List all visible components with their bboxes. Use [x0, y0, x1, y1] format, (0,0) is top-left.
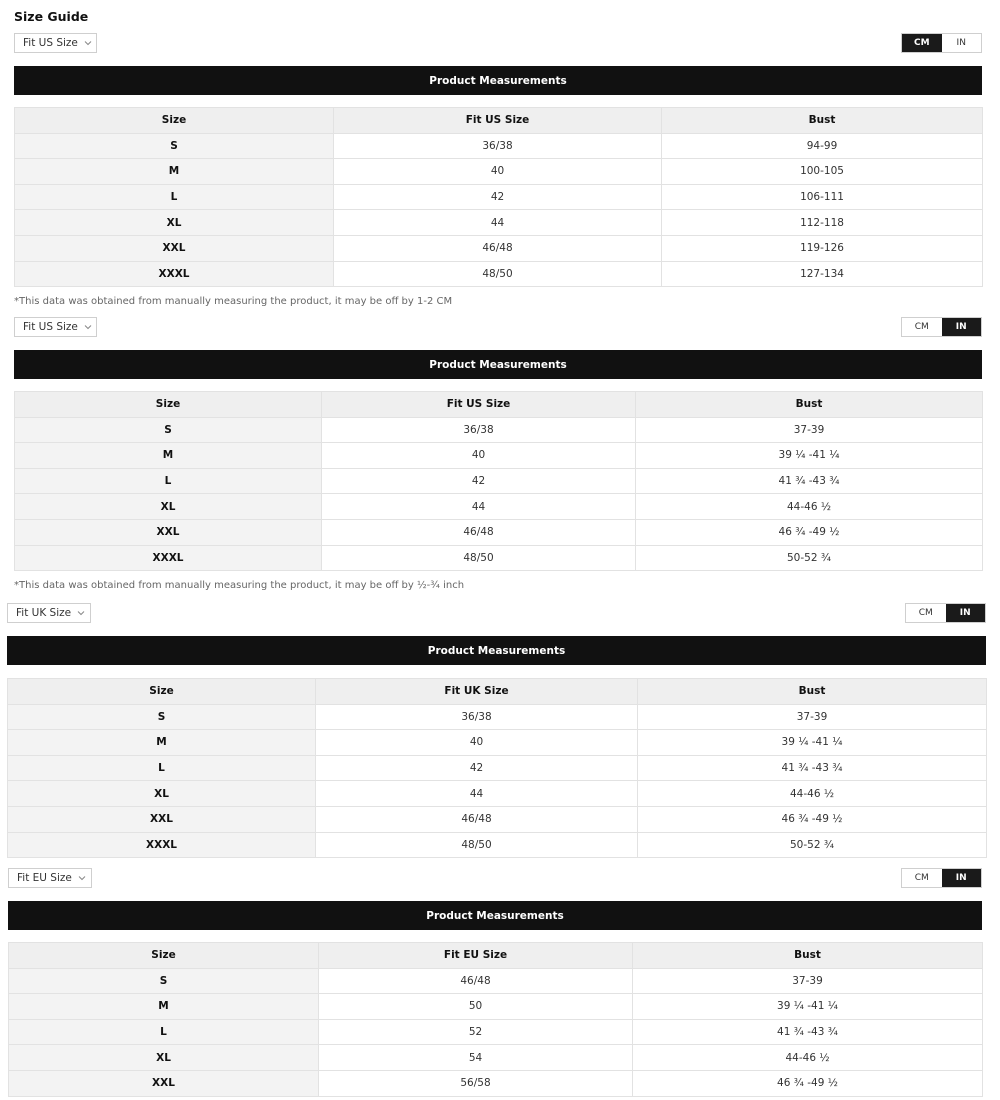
- fit-size-cell: 42: [334, 184, 662, 210]
- table-row: [15, 417, 983, 443]
- unit-cm-button[interactable]: CM: [914, 873, 929, 883]
- bust-cell: 37-39: [636, 417, 983, 443]
- table-row: [8, 730, 987, 756]
- table-row: [8, 704, 987, 730]
- size-cell: XXXL: [8, 832, 316, 858]
- fit-size-cell: 46/48: [316, 806, 638, 832]
- size-cell: XXXL: [15, 261, 334, 287]
- table-row: [15, 235, 983, 261]
- chevron-down-icon: [76, 608, 86, 618]
- table-row: [15, 159, 983, 185]
- product-measurements-bar: Product Measurements: [14, 66, 982, 95]
- size-cell: XXL: [15, 235, 334, 261]
- bust-cell: 37-39: [633, 968, 983, 994]
- fit-size-cell: 46/48: [322, 519, 636, 545]
- fit-size-cell: 46/48: [319, 968, 633, 994]
- table-row: [15, 468, 983, 494]
- size-cell: XL: [15, 210, 334, 236]
- bust-cell: 39 ¼ -41 ¼: [633, 994, 983, 1020]
- column-header-fit-size: Fit US Size: [322, 392, 636, 418]
- size-table: [8, 942, 983, 1097]
- bust-cell: 50-52 ¾: [636, 545, 983, 571]
- bust-cell: 94-99: [662, 133, 983, 159]
- unit-toggle: [901, 33, 982, 53]
- size-cell: M: [9, 994, 319, 1020]
- fit-size-cell: 40: [322, 443, 636, 469]
- bust-cell: 112-118: [662, 210, 983, 236]
- column-header-bust: Bust: [636, 392, 983, 418]
- fit-size-cell: 48/50: [316, 832, 638, 858]
- column-header-bust: Bust: [662, 108, 983, 134]
- column-header-size: Size: [8, 679, 316, 705]
- unit-toggle: [901, 317, 982, 337]
- bust-cell: 44-46 ½: [638, 781, 987, 807]
- unit-in-button[interactable]: IN: [942, 318, 982, 336]
- table-row: [15, 494, 983, 520]
- bust-cell: 100-105: [662, 159, 983, 185]
- size-cell: M: [15, 159, 334, 185]
- bust-cell: 44-46 ½: [633, 1045, 983, 1071]
- column-header-fit-size: Fit UK Size: [316, 679, 638, 705]
- unit-in-button[interactable]: IN: [946, 604, 986, 622]
- size-cell: L: [8, 755, 316, 781]
- bust-cell: 44-46 ½: [636, 494, 983, 520]
- size-system-select-label: Fit US Size: [23, 321, 78, 333]
- fit-size-cell: 36/38: [334, 133, 662, 159]
- bust-cell: 41 ¾ -43 ¾: [636, 468, 983, 494]
- table-row: [15, 133, 983, 159]
- product-measurements-bar: Product Measurements: [8, 901, 982, 930]
- table-row: [9, 968, 983, 994]
- fit-size-cell: 48/50: [334, 261, 662, 287]
- size-system-select[interactable]: [7, 603, 91, 623]
- table-row: [9, 1070, 983, 1096]
- table-row: [9, 1045, 983, 1071]
- table-row: [8, 806, 987, 832]
- fit-size-cell: 36/38: [322, 417, 636, 443]
- fit-size-cell: 36/38: [316, 704, 638, 730]
- size-cell: L: [15, 184, 334, 210]
- size-cell: XXXL: [15, 545, 322, 571]
- size-system-select-label: Fit US Size: [23, 37, 78, 49]
- column-header-bust: Bust: [633, 943, 983, 969]
- table-row: [15, 443, 983, 469]
- size-system-select-label: Fit EU Size: [17, 872, 72, 884]
- column-header-fit-size: Fit US Size: [334, 108, 662, 134]
- size-cell: XL: [8, 781, 316, 807]
- bust-cell: 50-52 ¾: [638, 832, 987, 858]
- size-section-us-cm: [14, 33, 982, 301]
- size-section-eu-in: [8, 868, 982, 1100]
- fit-size-cell: 42: [322, 468, 636, 494]
- table-row: [15, 519, 983, 545]
- size-cell: S: [15, 417, 322, 443]
- bust-cell: 41 ¾ -43 ¾: [633, 1019, 983, 1045]
- size-cell: XXL: [15, 519, 322, 545]
- chevron-down-icon: [83, 38, 93, 48]
- fit-size-cell: 46/48: [334, 235, 662, 261]
- table-header-row: [8, 679, 987, 705]
- column-header-bust: Bust: [638, 679, 987, 705]
- fit-size-cell: 48/50: [322, 545, 636, 571]
- column-header-fit-size: Fit EU Size: [319, 943, 633, 969]
- size-cell: XL: [15, 494, 322, 520]
- page-title: Size Guide: [14, 9, 89, 24]
- unit-cm-button[interactable]: CM: [914, 322, 929, 332]
- bust-cell: 41 ¾ -43 ¾: [638, 755, 987, 781]
- size-cell: L: [9, 1019, 319, 1045]
- size-table: [7, 678, 987, 858]
- product-measurements-bar: Product Measurements: [7, 636, 986, 665]
- table-row: [8, 755, 987, 781]
- unit-cm-button[interactable]: CM: [918, 608, 933, 618]
- measurement-disclaimer: *This data was obtained from manually measuring the product, it may be off by ½-¾ inch: [14, 580, 465, 591]
- bust-cell: 37-39: [638, 704, 987, 730]
- table-row: [9, 994, 983, 1020]
- table-row: [15, 261, 983, 287]
- fit-size-cell: 54: [319, 1045, 633, 1071]
- fit-size-cell: 42: [316, 755, 638, 781]
- bust-cell: 46 ¾ -49 ½: [633, 1070, 983, 1096]
- product-measurements-bar: Product Measurements: [14, 350, 982, 379]
- unit-in-button[interactable]: IN: [956, 38, 966, 48]
- measurement-disclaimer: *This data was obtained from manually measuring the product, it may be off by 1-2 CM: [14, 296, 453, 307]
- size-cell: S: [15, 133, 334, 159]
- size-cell: S: [9, 968, 319, 994]
- table-header-row: [15, 108, 983, 134]
- column-header-size: Size: [15, 108, 334, 134]
- bust-cell: 127-134: [662, 261, 983, 287]
- table-row: [15, 184, 983, 210]
- table-header-row: [9, 943, 983, 969]
- size-cell: M: [15, 443, 322, 469]
- size-cell: XXL: [9, 1070, 319, 1096]
- fit-size-cell: 40: [316, 730, 638, 756]
- fit-size-cell: 40: [334, 159, 662, 185]
- table-row: [8, 832, 987, 858]
- bust-cell: 119-126: [662, 235, 983, 261]
- fit-size-cell: 44: [334, 210, 662, 236]
- size-system-select-label: Fit UK Size: [16, 607, 72, 619]
- column-header-size: Size: [15, 392, 322, 418]
- size-cell: XXL: [8, 806, 316, 832]
- table-row: [8, 781, 987, 807]
- fit-size-cell: 56/58: [319, 1070, 633, 1096]
- unit-toggle: [905, 603, 986, 623]
- bust-cell: 39 ¼ -41 ¼: [636, 443, 983, 469]
- size-system-select[interactable]: [8, 868, 92, 888]
- size-cell: M: [8, 730, 316, 756]
- size-table: [14, 391, 983, 571]
- bust-cell: 106-111: [662, 184, 983, 210]
- size-section-us-in: [14, 317, 982, 585]
- unit-in-button[interactable]: IN: [942, 869, 982, 887]
- size-table: [14, 107, 983, 287]
- bust-cell: 46 ¾ -49 ½: [636, 519, 983, 545]
- unit-toggle: [901, 868, 982, 888]
- size-system-select[interactable]: [14, 33, 97, 53]
- bust-cell: 46 ¾ -49 ½: [638, 806, 987, 832]
- size-section-uk-in: [7, 603, 986, 861]
- table-row: [15, 545, 983, 571]
- fit-size-cell: 50: [319, 994, 633, 1020]
- table-header-row: [15, 392, 983, 418]
- fit-size-cell: 44: [322, 494, 636, 520]
- size-cell: XL: [9, 1045, 319, 1071]
- bust-cell: 39 ¼ -41 ¼: [638, 730, 987, 756]
- unit-cm-button[interactable]: CM: [902, 34, 942, 52]
- size-cell: L: [15, 468, 322, 494]
- chevron-down-icon: [77, 873, 87, 883]
- fit-size-cell: 44: [316, 781, 638, 807]
- column-header-size: Size: [9, 943, 319, 969]
- fit-size-cell: 52: [319, 1019, 633, 1045]
- size-system-select[interactable]: [14, 317, 97, 337]
- chevron-down-icon: [83, 322, 93, 332]
- table-row: [9, 1019, 983, 1045]
- table-row: [15, 210, 983, 236]
- size-cell: S: [8, 704, 316, 730]
